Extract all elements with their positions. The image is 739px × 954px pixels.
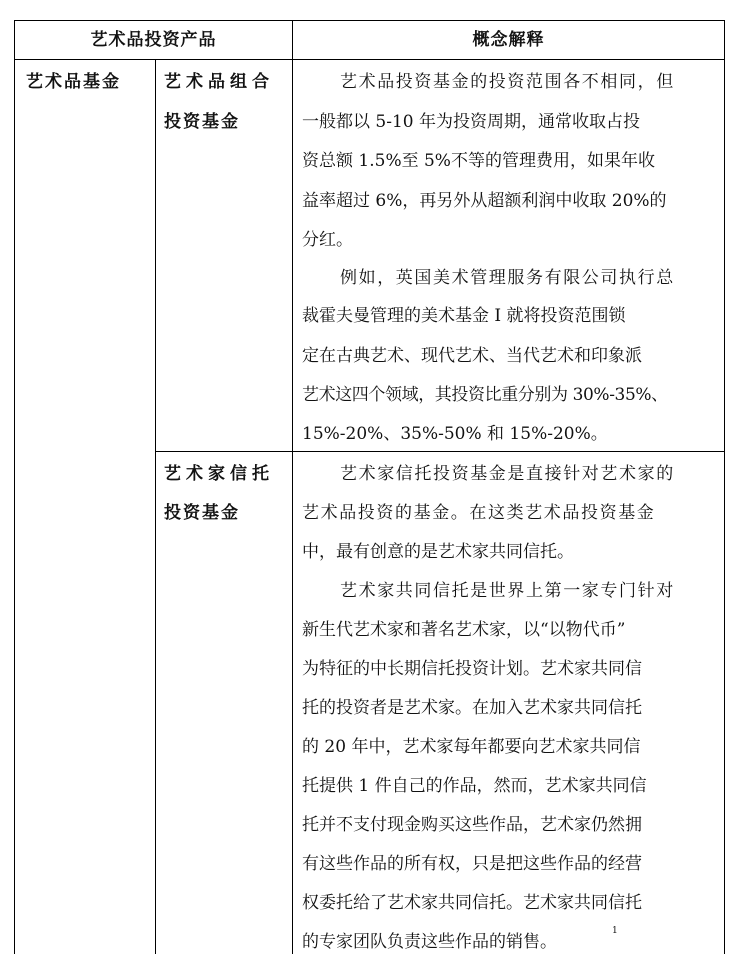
row-1-name-line-1: 艺术品组合 xyxy=(164,72,274,92)
table-left-border xyxy=(14,20,15,954)
column-divider-1 xyxy=(155,60,156,954)
row-1-name-line-2: 投资基金 xyxy=(164,112,240,132)
row-1-text-line: 裁霍夫曼管理的美术基金 I 就将投资范围锁 xyxy=(302,306,626,326)
header-product-type: 艺术品投资产品 xyxy=(90,30,217,50)
row-2-text-line: 的专家团队负责这些作品的销售。 xyxy=(302,932,557,952)
row-1-text-line: 分红。 xyxy=(302,230,353,250)
row-1-text-line: 15%-20%、35%-50% 和 15%-20%。 xyxy=(302,424,608,444)
row-1-text-line: 一般都以 5-10 年为投资周期，通常收取占投 xyxy=(302,112,640,132)
row-2-text-line: 权委托给了艺术家共同信托。艺术家共同信托 xyxy=(302,893,642,913)
row-2-text-line: 托的投资者是艺术家。在加入艺术家共同信托 xyxy=(302,698,642,718)
row-divider xyxy=(155,451,724,452)
row-1-text-line: 艺术这四个领域，其投资比重分别为 30%-35%、 xyxy=(302,385,668,405)
row-1-text-line: 艺术品投资基金的投资范围各不相同，但 xyxy=(340,72,675,92)
row-2-text-line: 有这些作品的所有权，只是把这些作品的经营 xyxy=(302,854,642,874)
row-1-text-line: 例如，英国美术管理服务有限公司执行总 xyxy=(340,268,675,288)
row-1-text-line: 益率超过 6%，再另外从超额利润中收取 20%的 xyxy=(302,191,667,211)
row-2-text-line: 艺术家信托投资基金是直接针对艺术家的 xyxy=(340,464,675,484)
header-concept: 概念解释 xyxy=(472,30,545,50)
row-2-text-line: 新生代艺术家和著名艺术家，以“以物代币” xyxy=(302,620,626,640)
row-1-text-line: 资总额 1.5%至 5%不等的管理费用，如果年收 xyxy=(302,151,655,171)
row-2-text-line: 为特征的中长期信托投资计划。艺术家共同信 xyxy=(302,659,642,679)
row-2-text-line: 托提供 1 件自己的作品，然而，艺术家共同信 xyxy=(302,776,647,796)
header-bottom-border xyxy=(14,59,724,60)
row-1-text-line: 定在古典艺术、现代艺术、当代艺术和印象派 xyxy=(302,346,642,366)
row-2-text-line: 托并不支付现金购买这些作品，艺术家仍然拥 xyxy=(302,815,642,835)
row-2-name-line-1: 艺术家信托 xyxy=(164,464,274,484)
footnote-mark: 1 xyxy=(612,926,618,936)
table-right-border xyxy=(724,20,725,954)
row-2-text-line: 艺术家共同信托是世界上第一家专门针对 xyxy=(340,581,675,601)
row-2-text-line: 的 20 年中，艺术家每年都要向艺术家共同信 xyxy=(302,737,641,757)
row-2-text-line: 中，最有创意的是艺术家共同信托。 xyxy=(302,542,574,562)
row-2-text-line: 艺术品投资的基金。在这类艺术品投资基金 xyxy=(302,503,656,523)
column-divider-2 xyxy=(292,20,293,954)
row-2-name-line-2: 投资基金 xyxy=(164,503,240,523)
category-label: 艺术品基金 xyxy=(26,72,121,92)
